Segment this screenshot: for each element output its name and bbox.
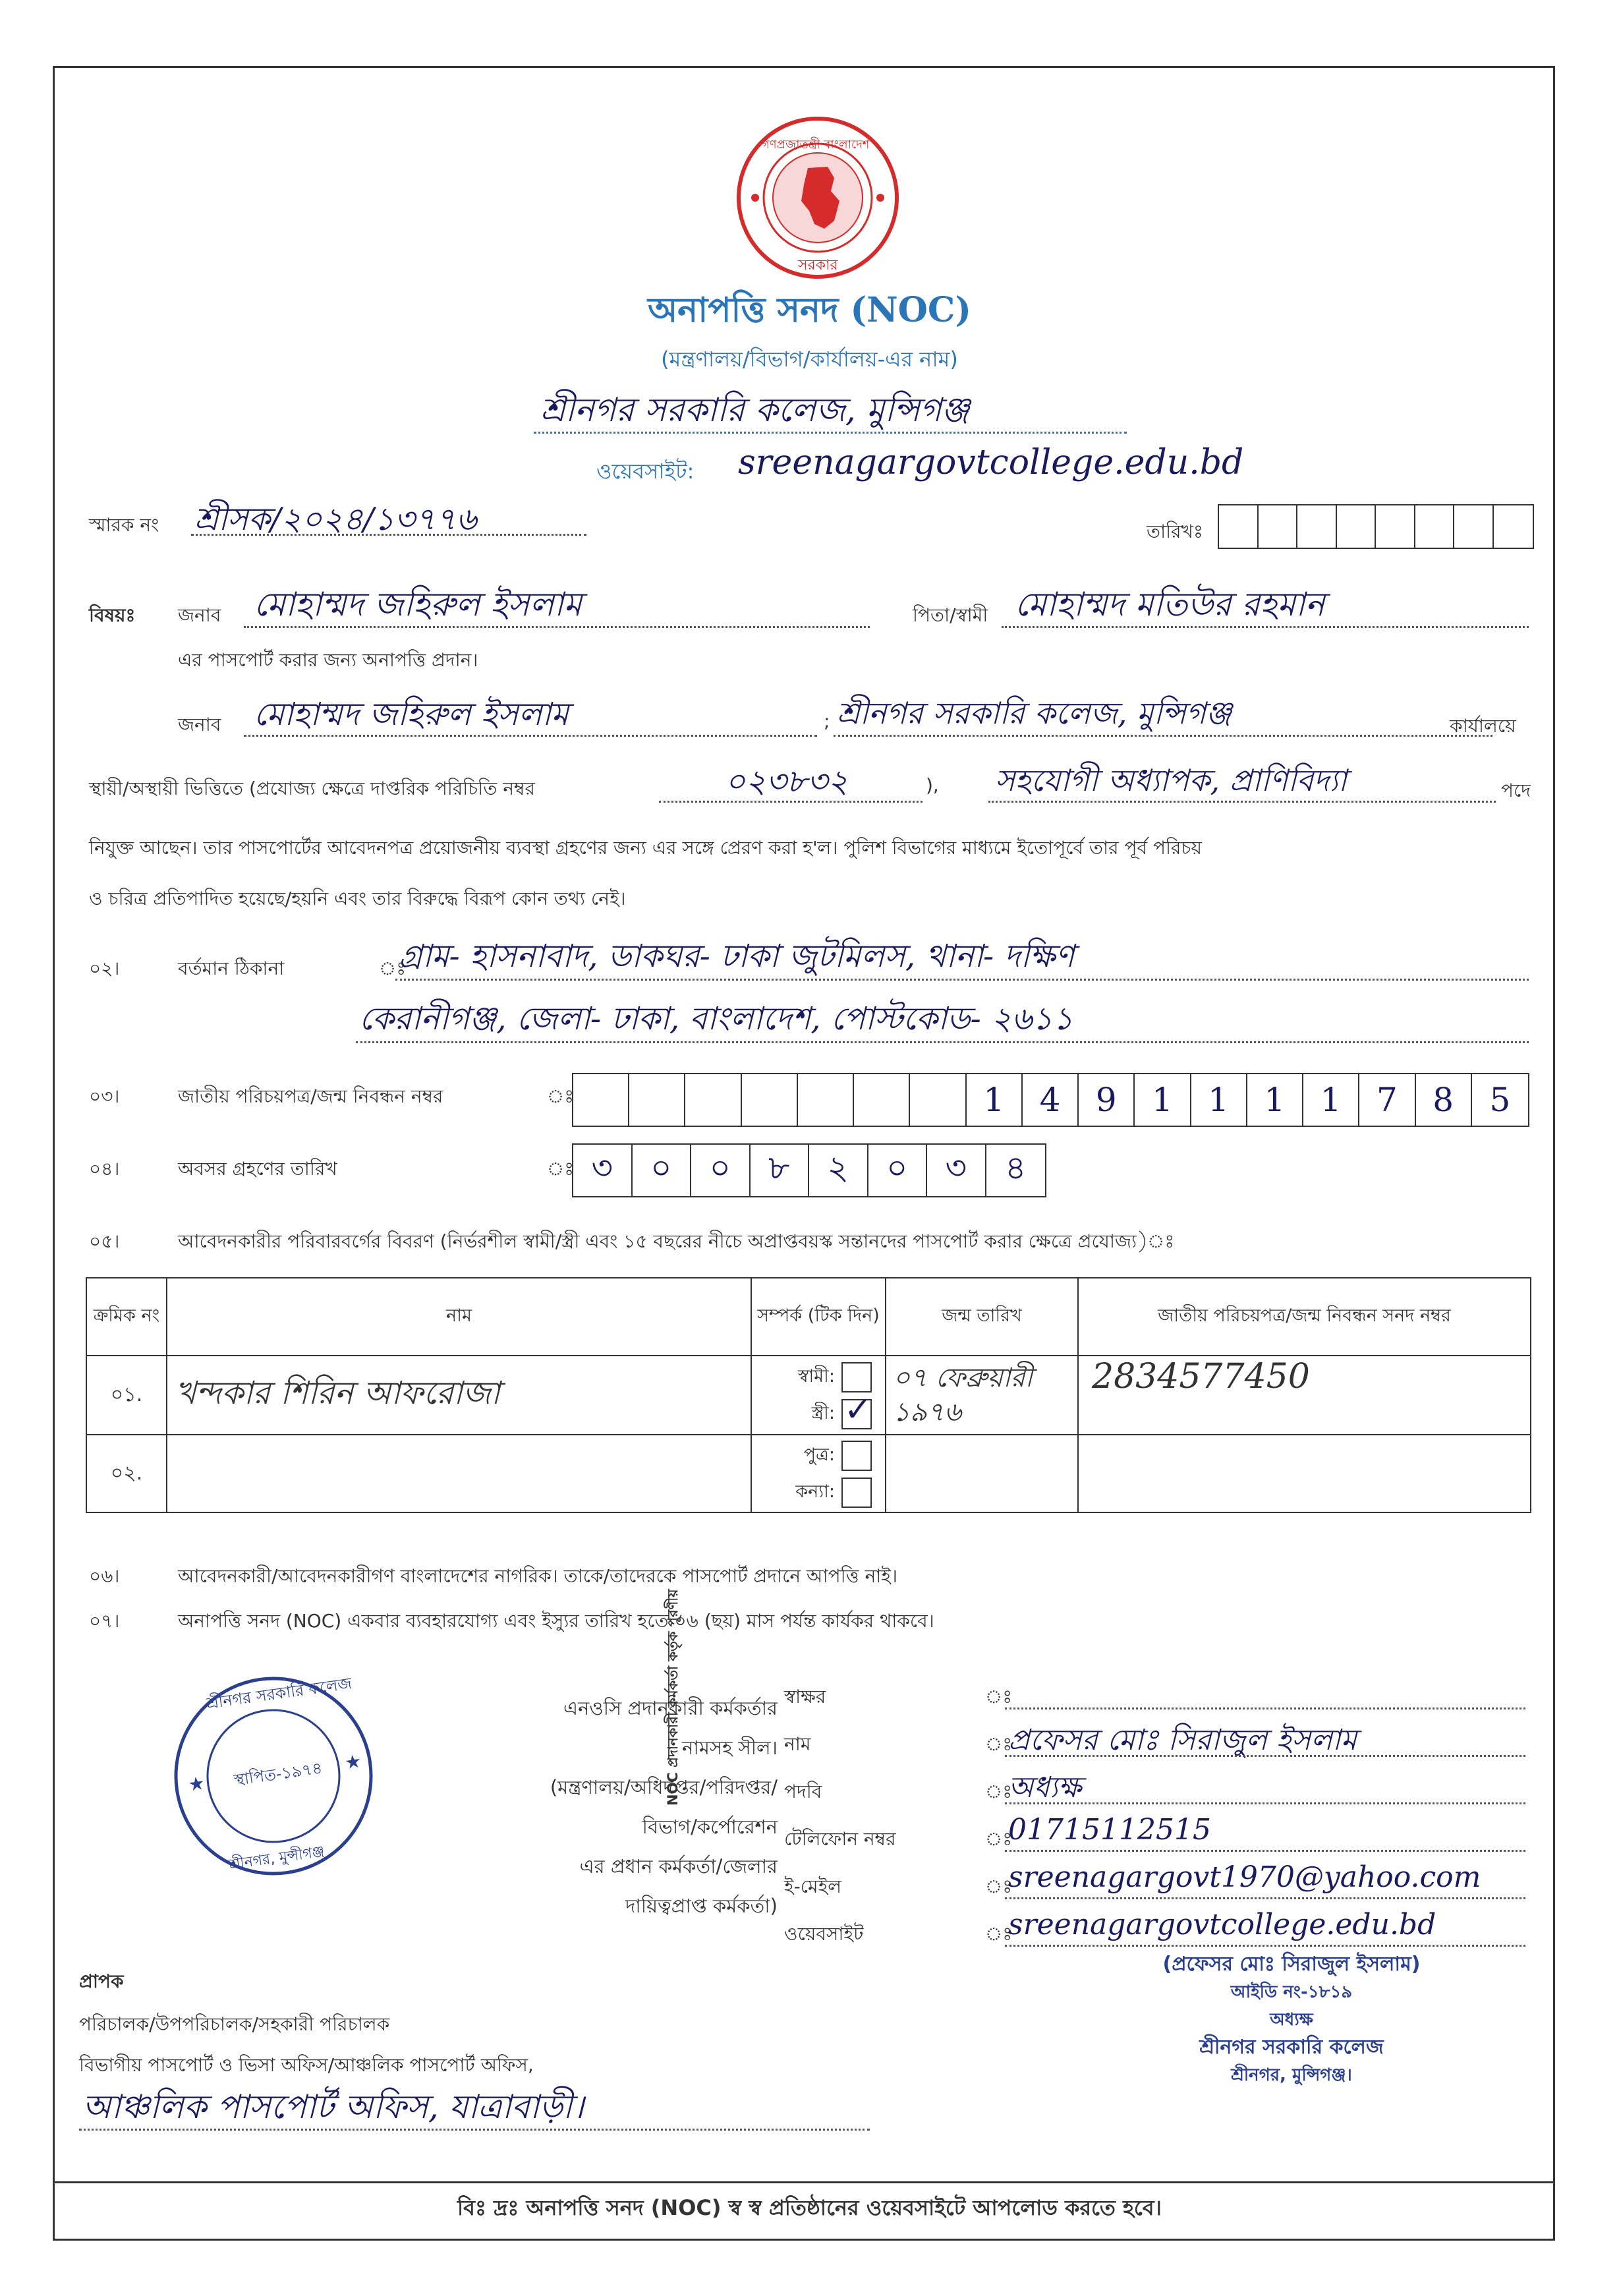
footer-bar	[55, 2181, 1553, 2183]
body-office-suffix: কার্যালয়ে	[1450, 715, 1516, 737]
round-stamp-outer: শ্রীনগর সরকারি কলেজ	[205, 1674, 353, 1713]
item-04-colon: ঃ	[547, 1158, 575, 1180]
retirement-digit-box[interactable]: ৪	[1005, 1148, 1027, 1187]
officer-field-colon: ঃ	[985, 1876, 1013, 1897]
nid-digit-box[interactable]: 1	[1303, 1074, 1359, 1126]
seal-bottom-text: সরকার	[798, 257, 838, 273]
relation-son-label: পুত্র:	[803, 1445, 835, 1465]
recipient-heading: প্রাপক	[79, 1970, 124, 1992]
officer-description-line: নামসহ সীল।	[682, 1736, 778, 1759]
nid-digit-box[interactable]: 8	[1416, 1074, 1472, 1126]
nid-boxes[interactable]	[572, 1073, 1529, 1127]
body-line2-text: স্থায়ী/অস্থায়ী ভিত্তিতে (প্রযোজ্য ক্ষেত্রে দাপ্তরিক পরিচিতি নম্বর	[89, 778, 535, 799]
officer-field-colon: ঃ	[985, 1828, 1013, 1850]
retirement-digit-box[interactable]: ৩	[573, 1145, 633, 1196]
subject-line2: এর পাসপোর্ট করার জন্য অনাপত্তি প্রদান।	[178, 649, 478, 671]
item-05-number: ০৫।	[89, 1230, 120, 1252]
page-subtitle: (মন্ত্রণালয়/বিভাগ/কার্যালয়-এর নাম)	[661, 347, 958, 372]
row-name[interactable]: খন্দকার শিরিন আফরোজা	[167, 1356, 751, 1435]
item-02-label: বর্তমান ঠিকানা	[178, 958, 285, 979]
officer-field-label: ওয়েবসাইট	[784, 1923, 864, 1945]
government-seal	[735, 115, 900, 280]
officer-description-line: এনওসি প্রদানকারী কর্মকর্তার	[563, 1697, 778, 1719]
officer-field-row	[784, 1860, 1529, 1908]
website-value: sreenagargovtcollege.edu.bd	[738, 443, 1244, 482]
officer-field-colon: ঃ	[985, 1686, 1013, 1708]
body-paren-close: ),	[926, 774, 939, 796]
table-header-row	[86, 1278, 1531, 1356]
item-04-label: অবসর গ্রহণের তারিখ	[178, 1158, 337, 1180]
body-office-underline	[834, 735, 1492, 737]
table-row	[86, 1435, 1531, 1512]
item-07-number: ০৭।	[89, 1610, 120, 1632]
address-underline-2	[356, 1041, 1529, 1043]
nid-digit-box[interactable]	[854, 1074, 910, 1126]
retirement-digit-box[interactable]: ৮	[751, 1145, 810, 1196]
officer-field-label: স্বাক্ষর	[784, 1686, 826, 1708]
officer-field-row	[784, 1671, 1529, 1718]
office-name: শ্রীনগর সরকারি কলেজ, মুন্সিগঞ্জ	[540, 391, 970, 429]
officer-field-value[interactable]: অধ্যক্ষ	[1008, 1771, 1082, 1804]
nid-digit-box[interactable]: 1	[1247, 1074, 1303, 1126]
memo-number: শ্রীসক/২০২৪/১৩৭৭৬	[194, 501, 477, 538]
official-stamp	[1087, 1951, 1496, 2089]
officer-field-value[interactable]: sreenagargovtcollege.edu.bd	[1008, 1908, 1436, 1941]
memo-label: স্মারক নং	[89, 514, 159, 536]
row-nid[interactable]	[1078, 1435, 1531, 1512]
officer-field-underline	[1005, 1755, 1525, 1757]
officer-field-label: ই-মেইল	[784, 1876, 842, 1897]
svg-text:★: ★	[186, 1771, 206, 1796]
officer-description-line: (মন্ত্রণালয়/অধিদপ্তর/পরিদপ্তর/	[550, 1776, 778, 1798]
officer-field-underline	[1005, 1708, 1525, 1709]
officer-field-label: টেলিফোন নম্বর	[784, 1828, 896, 1850]
svg-text:★: ★	[343, 1750, 363, 1774]
nid-digit-box[interactable]: 5	[1489, 1081, 1511, 1119]
round-stamp-center: স্থাপিত-১৯৭৪	[233, 1758, 324, 1790]
item-03-colon: ঃ	[547, 1085, 575, 1107]
retirement-digit-box[interactable]: ২	[809, 1145, 868, 1196]
item-02-colon: ঃ	[379, 958, 407, 979]
header-relation: সম্পর্ক (টিক দিন)	[751, 1278, 886, 1356]
officer-fields	[784, 1671, 1529, 1955]
officer-field-colon: ঃ	[985, 1923, 1013, 1945]
round-stamp-bottom: শ্রীনগর, মুন্সীগঞ্জ	[228, 1843, 326, 1874]
header-dob: জন্ম তারিখ	[886, 1278, 1078, 1356]
stamp-line-2: আইডি নং-১৮১৯	[1230, 1982, 1353, 2002]
table-row	[86, 1356, 1531, 1435]
item-06-text: আবেদনকারী/আবেদনকারীগণ বাংলাদেশের নাগরিক। তাকে/তাদেরকে পাসপোর্ট প্রদানে আপত্তি নাই।	[178, 1565, 898, 1587]
stamp-line-5: শ্রীনগর, মুন্সিগঞ্জ।	[1231, 2065, 1352, 2085]
footer-note: বিঃ দ্রঃ অনাপত্তি সনদ (NOC) স্ব স্ব প্রতিষ্ঠানের ওয়েবসাইটে আপলোড করতে হবে।	[457, 2195, 1162, 2220]
officer-description-line: দায়িত্বপ্রাপ্ত কর্মকর্তা)	[625, 1895, 778, 1917]
body-designation-suffix: পদে	[1501, 780, 1531, 801]
header-nid: জাতীয় পরিচয়পত্র/জন্ম নিবন্ধন সনদ নম্বর	[1078, 1278, 1531, 1356]
officer-field-underline	[1005, 1850, 1525, 1852]
seal-top-text: গণপ্রজাতন্ত্রী বাংলাদেশ	[762, 138, 870, 152]
page-title: অনাপত্তি সনদ (NOC)	[648, 290, 971, 330]
father-name-underline	[1002, 626, 1529, 628]
officer-field-colon: ঃ	[985, 1781, 1013, 1802]
son-checkbox[interactable]	[841, 1441, 872, 1471]
officer-field-label: নাম	[784, 1733, 811, 1755]
body-semicolon: ;	[824, 710, 830, 732]
nid-digit-box[interactable]	[573, 1074, 629, 1126]
office-name-underline	[534, 432, 1127, 434]
body-designation-underline	[988, 801, 1496, 803]
husband-checkbox[interactable]	[841, 1362, 872, 1392]
row-dob[interactable]	[886, 1435, 1078, 1512]
body-line4: ও চরিত্র প্রতিপাদিত হয়েছে/হয়নি এবং তার বিরুদ্ধে বিরূপ কোন তথ্য নেই।	[89, 888, 626, 909]
item-02-number: ০২।	[89, 958, 120, 979]
officer-field-value[interactable]: 01715112515	[1008, 1813, 1211, 1847]
officer-field-underline	[1005, 1802, 1525, 1804]
officer-field-underline	[1005, 1897, 1525, 1899]
body-designation: সহযোগী অধ্যাপক, প্রাণিবিদ্যা	[995, 762, 1348, 798]
officer-description-line: এর প্রধান কর্মকর্তা/জেলার	[579, 1855, 778, 1878]
nid-digit-box[interactable]: 4	[1023, 1074, 1079, 1126]
officer-vertical-label: NOC প্রদানকারী কর্মকর্তা কর্তৃক পূরণীয়	[665, 1589, 681, 1806]
body-name: মোহাম্মদ জহিরুল ইসলাম	[254, 696, 569, 733]
family-table	[86, 1277, 1531, 1513]
address-underline-1	[395, 979, 1529, 981]
stamp-line-3: অধ্যক্ষ	[1270, 2010, 1313, 2030]
item-04-number: ০৪।	[89, 1158, 120, 1180]
nid-digit-box[interactable]: 1	[1191, 1074, 1247, 1126]
checkmark-icon: ✓	[844, 1390, 872, 1429]
recipient-handwritten: আঞ্চলিক পাসপোর্ট অফিস, যাত্রাবাড়ী।	[82, 2088, 584, 2126]
father-name: মোহাম্মদ মতিউর রহমান	[1015, 585, 1325, 623]
header-name: নাম	[167, 1278, 751, 1356]
date-boxes[interactable]	[1218, 504, 1534, 549]
father-label: পিতা/স্বামী	[913, 604, 988, 626]
college-round-stamp	[158, 1661, 389, 1891]
row-nid[interactable]: 2834577450	[1078, 1356, 1531, 1435]
officer-field-underline	[1005, 1945, 1525, 1947]
officer-field-row	[784, 1813, 1529, 1860]
body-id-number: ০২৩৮৩২	[725, 763, 849, 800]
retirement-digit-box[interactable]: ০	[691, 1145, 751, 1196]
row-relation	[751, 1435, 886, 1512]
relation-husband-label: স্বামী:	[797, 1366, 835, 1387]
date-label: তারিখঃ	[1147, 521, 1203, 542]
body-line3: নিযুক্ত আছেন। তার পাসপোর্টের আবেদনপত্র প্রয়োজনীয় ব্যবস্থা গ্রহণের জন্য এর সঙ্গে প্রেরণ করা হ'ল। পুলিশ বিভাগের মাধ্যমে ইতোপূর্বে তার পূর্ব পরিচয়	[89, 837, 1202, 859]
nid-digit-box[interactable]	[742, 1074, 798, 1126]
dob-line-2: ১৯৭৬	[893, 1397, 961, 1427]
body-prefix: জনাব	[178, 714, 221, 735]
officer-field-value[interactable]: প্রফেসর মোঃ সিরাজুল ইসলাম	[1008, 1723, 1357, 1757]
website-label: ওয়েবসাইট:	[596, 459, 695, 484]
item-07-text: অনাপত্তি সনদ (NOC) একবার ব্যবহারযোগ্য এবং ইস্যুর তারিখ হতে ০৬ (ছয়) মাস পর্যন্ত কার্যকর থাকবে।	[178, 1610, 934, 1632]
row-serial: ০১.	[86, 1356, 167, 1435]
item-03-label: জাতীয় পরিচয়পত্র/জন্ম নিবন্ধন নম্বর	[178, 1085, 443, 1107]
memo-underline	[191, 534, 586, 536]
nid-digit-box[interactable]: 9	[1079, 1074, 1135, 1126]
officer-field-row	[784, 1718, 1529, 1765]
subject-name: মোহাম্মদ জহিরুল ইসলাম	[254, 585, 582, 623]
subject-label: বিষয়ঃ	[89, 604, 136, 626]
officer-field-row	[784, 1765, 1529, 1813]
officer-description	[395, 1688, 778, 1926]
item-06-number: ০৬।	[89, 1565, 120, 1587]
item-05-text: আবেদনকারীর পরিবারবর্গের বিবরণ (নির্ভরশীল স্বামী/স্ত্রী এবং ১৫ বছরের নীচে অপ্রাপ্তবয়স্ক সন্তানদের পাসপোর্ট করার ক্ষেত্রে প্রযোজ্য)ঃ	[178, 1230, 1175, 1252]
relation-wife-label: স্ত্রী:	[811, 1403, 835, 1423]
nid-digit-box[interactable]	[629, 1074, 685, 1126]
officer-field-value[interactable]: sreenagargovt1970@yahoo.com	[1008, 1860, 1481, 1894]
row-dob[interactable]	[886, 1356, 1078, 1435]
nid-digit-box[interactable]	[798, 1074, 854, 1126]
nid-digit-box[interactable]	[910, 1074, 966, 1126]
dob-line-1: ০৭ ফেব্রুয়ারী	[893, 1363, 1033, 1393]
body-id-underline	[659, 801, 923, 803]
officer-description-line: বিভাগ/কর্পোরেশন	[642, 1816, 778, 1838]
item-03-number: ০৩।	[89, 1085, 120, 1107]
nid-digit-box[interactable]: 1	[967, 1074, 1023, 1126]
retirement-digit-box[interactable]: ৩	[927, 1145, 986, 1196]
officer-field-row	[784, 1908, 1529, 1955]
recipient-line-2: বিভাগীয় পাসপোর্ট ও ভিসা অফিস/আঞ্চলিক পাসপোর্ট অফিস,	[79, 2054, 534, 2076]
row-serial: ০২.	[86, 1435, 167, 1512]
nid-digit-box[interactable]: 1	[1135, 1074, 1191, 1126]
address-line-1: গ্রাম- হাসনাবাদ, ডাকঘর- ঢাকা জুটমিলস, থানা- দক্ষিণ	[399, 938, 1075, 975]
daughter-checkbox[interactable]	[841, 1478, 872, 1508]
row-relation	[751, 1356, 886, 1435]
stamp-line-4: শ্রীনগর সরকারি কলেজ	[1199, 2036, 1384, 2059]
subject-name-underline	[244, 626, 870, 628]
subject-prefix: জনাব	[178, 604, 221, 626]
wife-checkbox[interactable]	[841, 1390, 872, 1429]
nid-digit-box[interactable]: 7	[1359, 1074, 1415, 1126]
retirement-digit-box[interactable]: ০	[633, 1145, 692, 1196]
header-serial: ক্রমিক নং	[86, 1278, 167, 1356]
body-name-underline	[244, 735, 817, 737]
officer-field-label: পদবি	[784, 1781, 822, 1802]
recipient-line-1: পরিচালক/উপপরিচালক/সহকারী পরিচালক	[79, 2013, 390, 2035]
relation-daughter-label: কন্যা:	[795, 1481, 835, 1502]
retirement-date-boxes[interactable]	[572, 1143, 1046, 1197]
recipient-underline	[79, 2129, 870, 2131]
retirement-digit-box[interactable]: ০	[868, 1145, 928, 1196]
address-line-2: কেরানীগঞ্জ, জেলা- ঢাকা, বাংলাদেশ, পোস্টকোড- ২৬১১	[359, 1000, 1073, 1037]
body-office: শ্রীনগর সরকারি কলেজ, মুন্সিগঞ্জ	[837, 695, 1232, 731]
nid-digit-box[interactable]	[685, 1074, 741, 1126]
stamp-line-1: (প্রফেসর মোঃ সিরাজুল ইসলাম)	[1162, 1953, 1421, 1976]
officer-field-colon: ঃ	[985, 1733, 1013, 1755]
